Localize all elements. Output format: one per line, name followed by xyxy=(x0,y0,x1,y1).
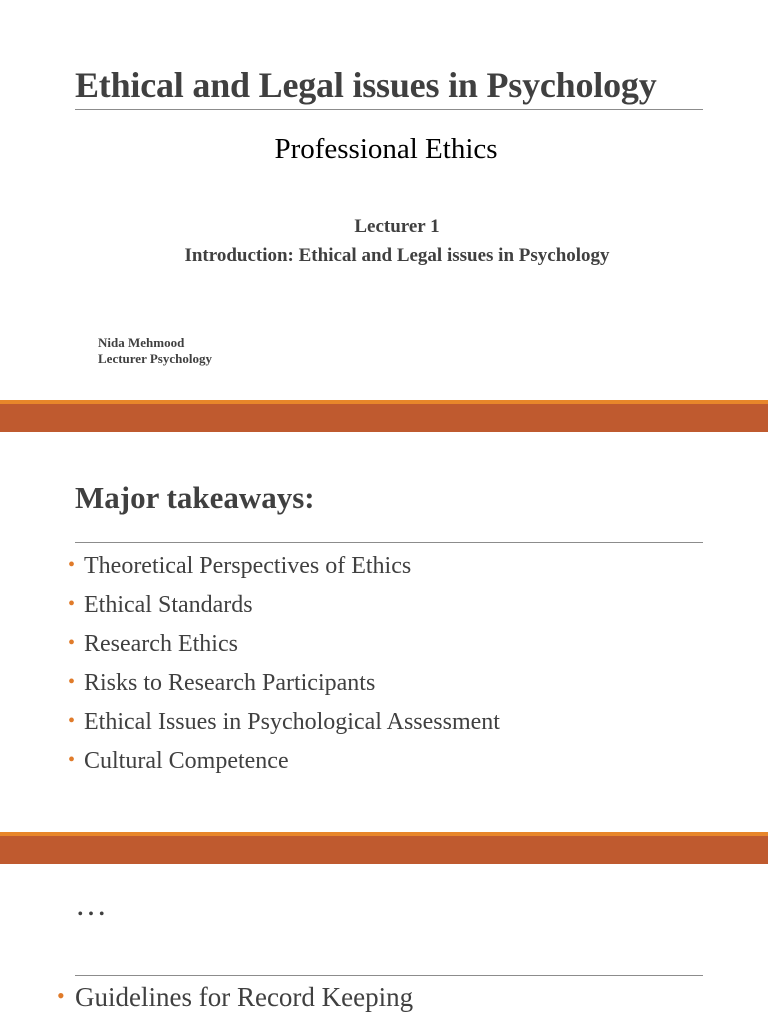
list-item xyxy=(68,667,500,706)
list-item-text: Risks to Research Participants xyxy=(84,670,376,696)
bullet-dot-icon: • xyxy=(68,710,76,732)
takeaways-list xyxy=(68,550,500,784)
slide-separator-highlight xyxy=(0,400,768,404)
lecture-topic: Introduction: Ethical and Legal issues in Psychology xyxy=(184,245,610,266)
lecture-number: Lecturer 1 xyxy=(354,216,440,237)
list-item xyxy=(68,706,500,745)
slide-1 xyxy=(0,0,768,400)
list-item-text: Ethical Standards xyxy=(84,592,253,618)
list-item xyxy=(68,550,500,589)
list-item-text: Research Ethics xyxy=(84,631,238,657)
slide-heading: … xyxy=(75,886,107,922)
list-item-text: Cultural Competence xyxy=(84,748,289,774)
list-item xyxy=(57,980,413,1014)
slide-heading: Major takeaways: xyxy=(75,480,315,515)
title-divider xyxy=(75,109,703,110)
bullet-dot-icon: • xyxy=(68,554,76,576)
slide-title: Ethical and Legal issues in Psychology xyxy=(75,65,657,105)
author-block xyxy=(98,335,212,367)
list-item-text: Guidelines for Record Keeping xyxy=(75,982,414,1012)
bullet-dot-icon: • xyxy=(68,632,76,654)
continuation-list xyxy=(57,980,413,1014)
list-item xyxy=(68,589,500,628)
slide-3 xyxy=(0,864,768,1024)
bullet-dot-icon: • xyxy=(57,983,65,1008)
slide-separator xyxy=(0,400,768,432)
list-item xyxy=(68,745,500,784)
list-item xyxy=(68,628,500,667)
heading-divider xyxy=(75,542,703,543)
slide-2 xyxy=(0,432,768,832)
slide-subtitle: Professional Ethics xyxy=(274,133,498,165)
bullet-dot-icon: • xyxy=(68,749,76,771)
bullet-dot-icon: • xyxy=(68,593,76,615)
heading-divider xyxy=(75,975,703,976)
author-name: Nida Mehmood xyxy=(98,335,185,350)
list-item-text: Ethical Issues in Psychological Assessment xyxy=(84,709,500,735)
author-role: Lecturer Psychology xyxy=(98,351,212,366)
slide-separator-highlight xyxy=(0,832,768,836)
bullet-dot-icon: • xyxy=(68,671,76,693)
list-item-text: Theoretical Perspectives of Ethics xyxy=(84,553,412,579)
slide-separator xyxy=(0,832,768,864)
